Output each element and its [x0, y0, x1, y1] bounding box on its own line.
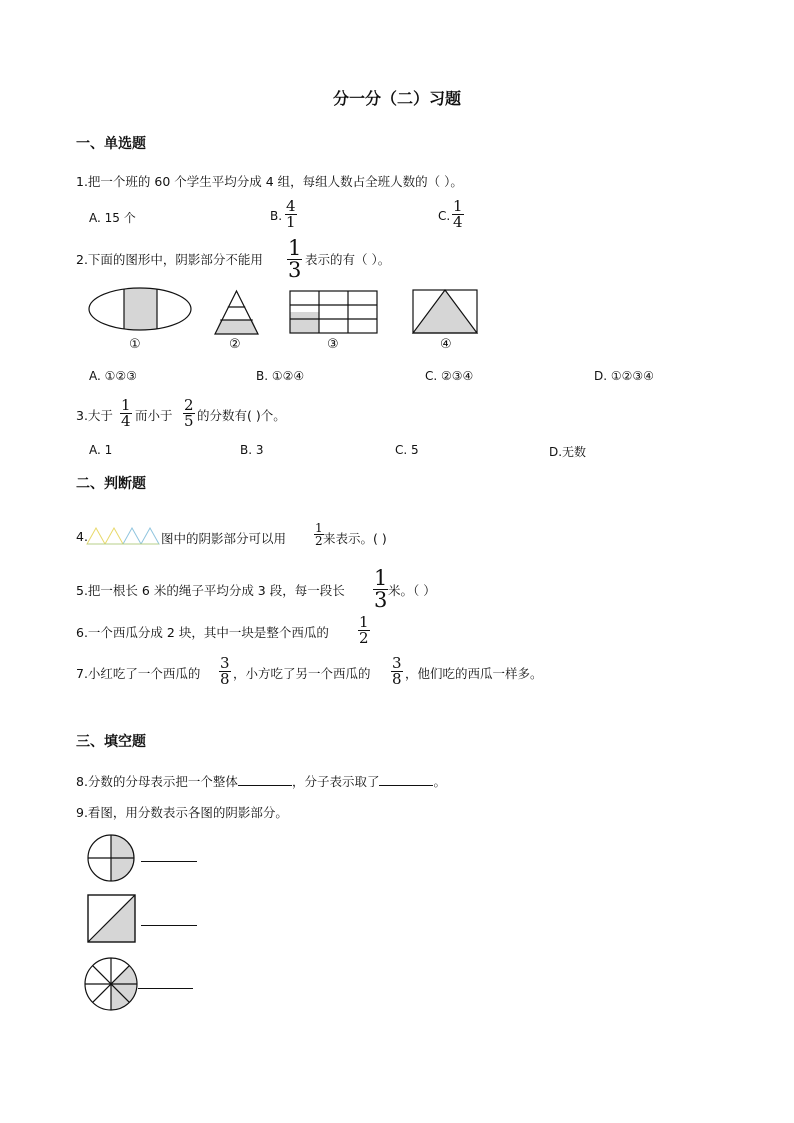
q9-answer-blank-1[interactable]	[141, 861, 197, 862]
q4-triangles-figure	[86, 526, 162, 546]
question-6-text: 6.一个西瓜分成 2 块，其中一块是整个西瓜的	[76, 625, 329, 640]
q2-figure-2-triangle	[213, 290, 263, 336]
fraction-numerator: 1	[374, 566, 388, 590]
fraction-numerator: 3	[392, 654, 402, 672]
fraction-numerator: 4	[286, 197, 296, 215]
fraction-denominator: 8	[392, 670, 402, 688]
q8-blank-1[interactable]	[238, 773, 292, 786]
question-2-text-start: 2.下面的图形中，阴影部分不能用	[76, 252, 263, 267]
question-1-text: 1.把一个班的 60 个学生平均分成 4 组，每组人数占全班人数的（ ）。	[76, 174, 463, 189]
question-3-text-end: 的分数有( )个。	[197, 408, 286, 423]
question-8-text-start: 8.分数的分母表示把一个整体	[76, 774, 238, 789]
fraction-denominator: 4	[453, 213, 463, 231]
question-4-number: 4.	[76, 529, 88, 544]
q3-option-d[interactable]: D.无数	[549, 445, 587, 459]
q2-option-a[interactable]: A. ①②③	[89, 369, 137, 383]
page-title: 分一分（二）习题	[332, 89, 461, 108]
q1-option-a[interactable]: A. 15 个	[89, 211, 136, 225]
fraction-denominator: 3	[288, 258, 302, 282]
question-9-text: 9.看图，用分数表示各图的阴影部分。	[76, 805, 288, 820]
q1-option-c[interactable]: C.	[438, 209, 451, 223]
q2-figure-3-grid	[290, 291, 380, 335]
q9-figure-1-circle-quarters	[86, 833, 138, 885]
question-7-text-start: 7.小红吃了一个西瓜的	[76, 666, 201, 681]
q2-figure-4-square-triangle	[412, 289, 480, 335]
q2-option-d[interactable]: D. ①②③④	[594, 369, 654, 383]
question-8-text-middle: ，分子表示取了	[291, 774, 380, 789]
q2-option-b[interactable]: B. ①②④	[256, 369, 305, 383]
question-3-text-middle: 而小于	[135, 408, 173, 423]
fraction-numerator: 2	[184, 396, 194, 414]
q2-fraction	[287, 238, 302, 281]
question-3-text-start: 3.大于	[76, 408, 113, 423]
fraction-denominator: 1	[286, 213, 296, 231]
fraction-denominator: 2	[315, 534, 323, 548]
q3-option-a[interactable]: A. 1	[89, 443, 113, 457]
question-4-text-end: 来表示。( )	[323, 531, 387, 546]
q9-figure-3-circle-eighths	[84, 957, 140, 1013]
q3-option-b[interactable]: B. 3	[240, 443, 264, 457]
q1-option-c-fraction	[452, 199, 464, 230]
fraction-numerator: 3	[220, 654, 230, 672]
fraction-denominator: 3	[374, 588, 388, 612]
q9-figure-2-square-diagonal	[86, 893, 138, 945]
question-4-text-start: 图中的阴影部分可以用	[161, 531, 287, 546]
q2-figure-label-2: ②	[229, 337, 241, 352]
question-5-text-start: 5.把一根长 6 米的绳子平均分成 3 段，每一段长	[76, 583, 345, 598]
question-7-text-middle: ，小方吃了另一个西瓜的	[233, 666, 371, 681]
q3-option-c[interactable]: C. 5	[395, 443, 419, 457]
q2-figure-1-ellipse	[88, 286, 198, 336]
fraction-denominator: 2	[359, 629, 369, 647]
question-5-text-end: 米。（ ）	[388, 583, 436, 598]
q9-answer-blank-3[interactable]	[138, 988, 193, 989]
q8-blank-2[interactable]	[379, 773, 433, 786]
q3-fraction-upper	[183, 398, 195, 429]
fraction-denominator: 8	[220, 670, 230, 688]
q7-fraction-1	[219, 656, 231, 687]
q9-answer-blank-2[interactable]	[141, 925, 197, 926]
q2-figure-label-1: ①	[129, 337, 141, 352]
question-7-text-end: ，他们吃的西瓜一样多。	[405, 666, 543, 681]
section-heading-true-false: 二、判断题	[76, 476, 146, 492]
question-8-text-end: 。	[433, 774, 446, 789]
q2-figure-label-4: ④	[440, 337, 452, 352]
q2-figure-label-3: ③	[327, 337, 339, 352]
fraction-numerator: 1	[121, 396, 131, 414]
question-8	[76, 772, 446, 790]
q5-fraction	[373, 568, 388, 611]
q6-fraction	[358, 615, 370, 646]
fraction-denominator: 4	[121, 412, 131, 430]
q3-fraction-lower	[120, 398, 132, 429]
fraction-numerator: 1	[359, 613, 369, 631]
q2-option-c[interactable]: C. ②③④	[425, 369, 474, 383]
fraction-numerator: 1	[288, 236, 302, 260]
section-heading-single-choice: 一、单选题	[76, 136, 146, 152]
section-heading-fill-blank: 三、填空题	[76, 734, 146, 750]
question-2-text-end: 表示的有（ ）。	[305, 252, 391, 267]
fraction-numerator: 1	[453, 197, 463, 215]
fraction-numerator: 1	[315, 521, 323, 535]
q1-option-b-fraction	[285, 199, 297, 230]
q1-option-b[interactable]: B.	[270, 209, 283, 223]
fraction-denominator: 5	[184, 412, 194, 430]
q7-fraction-2	[391, 656, 403, 687]
